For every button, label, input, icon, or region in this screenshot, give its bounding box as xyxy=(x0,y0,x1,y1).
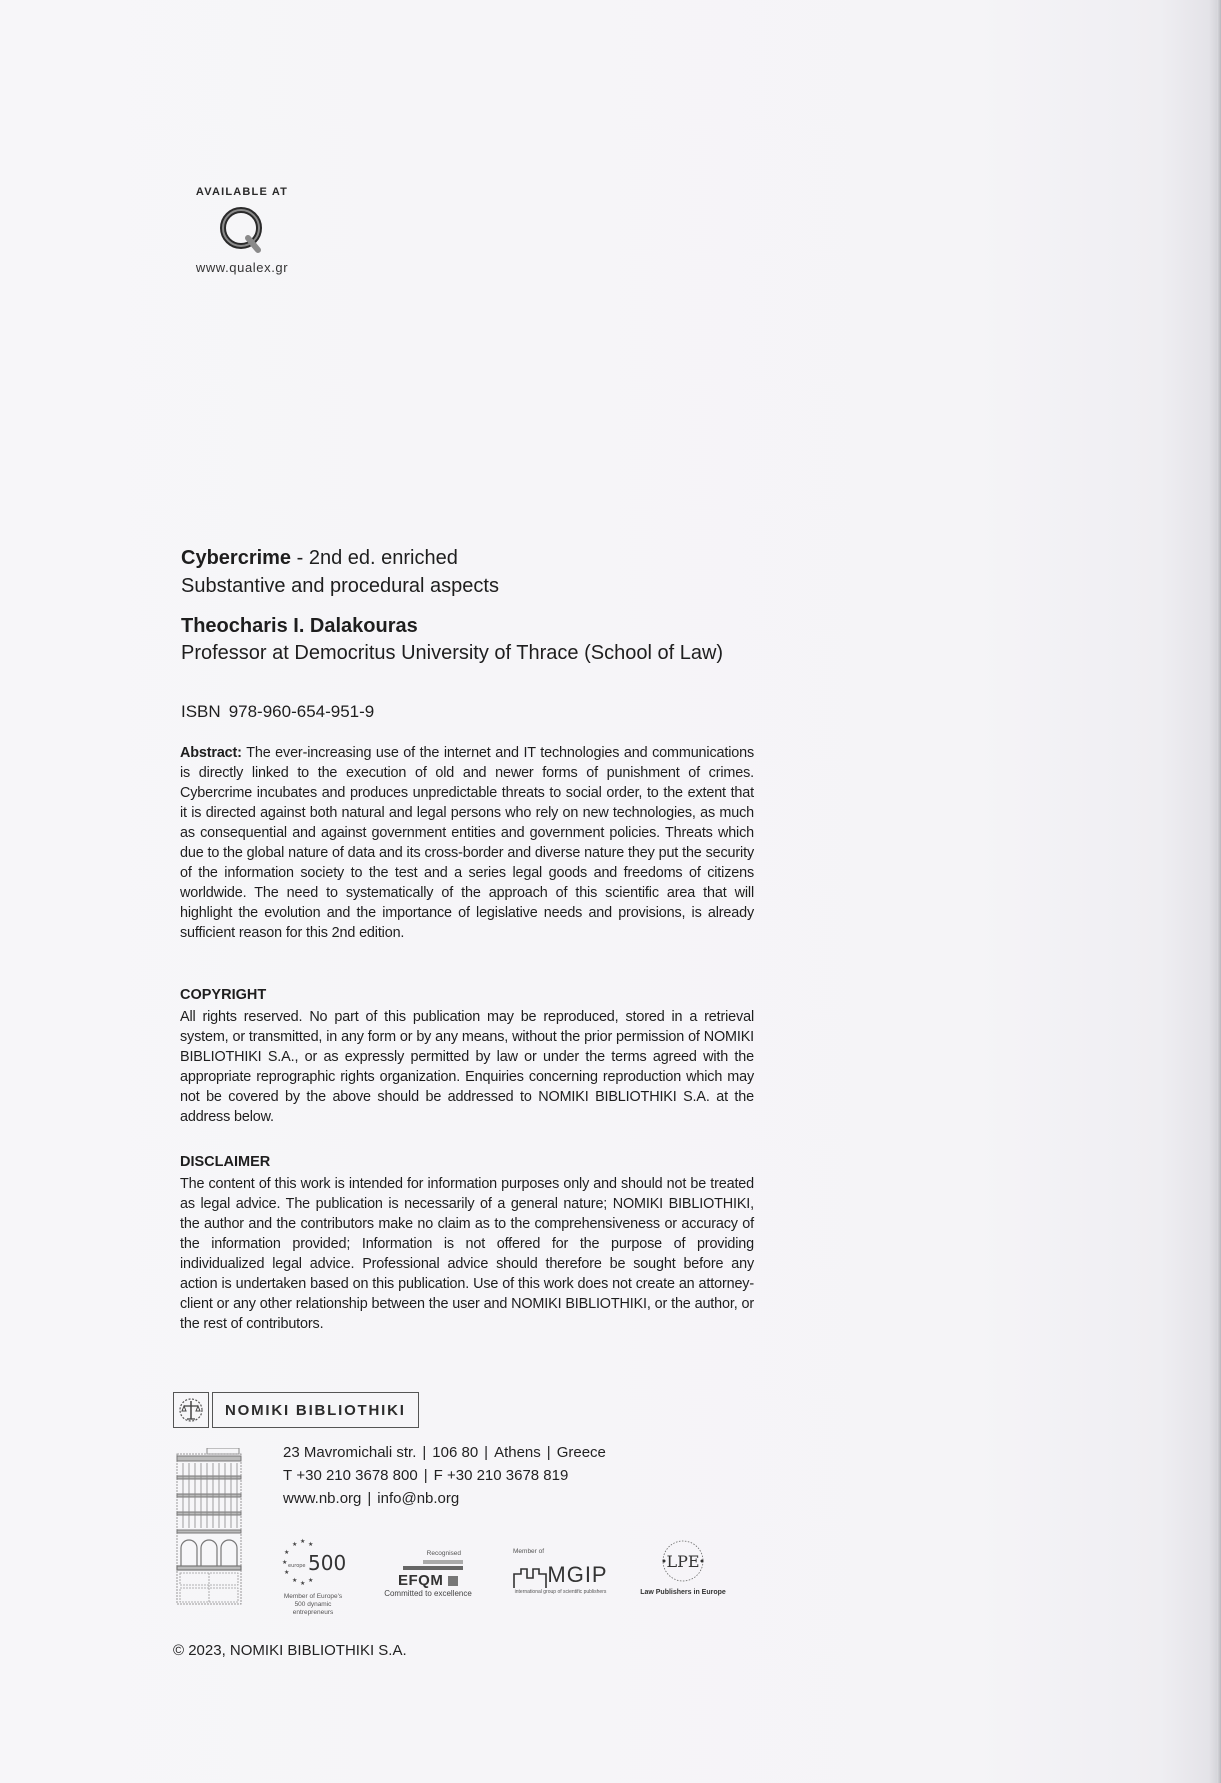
address-line xyxy=(283,1441,606,1464)
svg-text:★: ★ xyxy=(282,1559,288,1566)
svg-text:★: ★ xyxy=(292,1541,298,1548)
lpe-seal-icon xyxy=(660,1538,706,1584)
phone-label: T xyxy=(283,1467,293,1484)
copyright-heading: COPYRIGHT xyxy=(180,987,267,1003)
abstract-text: The ever-increasing use of the internet and IT technologies and communications is directly linked to the execution of old and newer forms of punishment of crimes. Cybercrime incubates and produces unpredictable threats to social order, to the extent that it is directed against both natural and legal persons who rely on new technologies, as much as consequential and against government entities and government policies. Threats which due to the global nature of data and its cross-border and diverse nature they put the security of the information society to the test and a series legal goods and freedoms of citizens worldwide. The need to systematically of the approach of this scientific area that will highlight the evolution and the importance of legislative needs and provisions, is already sufficient reason for this 2nd edition. xyxy=(180,745,754,941)
svg-text:★: ★ xyxy=(292,1577,298,1584)
availability-block xyxy=(182,186,302,275)
mgip-logo xyxy=(503,1548,618,1596)
lpe-caption: Law Publishers in Europe xyxy=(640,1589,726,1596)
certification-logos xyxy=(278,1538,758,1616)
author-name: Theocharis I. Dalakouras xyxy=(181,615,418,637)
lpe-logo xyxy=(628,1538,738,1596)
svg-text:★: ★ xyxy=(284,1569,290,1576)
phone-number: +30 210 3678 800 xyxy=(296,1467,418,1484)
isbn xyxy=(181,700,781,724)
svg-text:★: ★ xyxy=(308,1577,314,1584)
book-title xyxy=(181,544,781,572)
mgip-skyline-icon xyxy=(513,1566,547,1588)
book-subtitle: Substantive and procedural aspects xyxy=(181,575,499,597)
qualex-q-logo-icon xyxy=(216,204,268,256)
website-link[interactable]: www.nb.org xyxy=(283,1490,362,1507)
separator: | xyxy=(367,1490,372,1507)
europe-500-logo xyxy=(278,1538,348,1617)
availability-url[interactable]: www.qualex.gr xyxy=(195,260,289,275)
building-facade-icon xyxy=(175,1448,243,1606)
abstract-section xyxy=(180,743,754,943)
contact-line xyxy=(283,1464,606,1487)
svg-text:LPE: LPE xyxy=(666,1552,700,1571)
svg-text:★: ★ xyxy=(300,1538,306,1545)
title-block xyxy=(181,544,781,724)
mgip-word: MGIP xyxy=(547,1562,608,1587)
efqm-logo xyxy=(373,1550,483,1598)
svg-text:★: ★ xyxy=(300,1580,306,1587)
address-postcode: 106 80 xyxy=(432,1444,479,1461)
efqm-caption: Committed to excellence xyxy=(384,1589,472,1598)
efqm-bar xyxy=(423,1560,463,1564)
isbn-label: ISBN xyxy=(181,702,221,721)
mgip-top-caption: Member of xyxy=(513,1548,545,1555)
scales-of-justice-icon xyxy=(173,1392,209,1428)
disclaimer-text: The content of this work is intended for information purposes only and should not be treated as legal advice. The publication is necessarily of a general nature; NOMIKI BIBLIOTHIKI, the author and the contributors make no claim as to the comprehensiveness or accuracy of the information provided; Information is not offered for the purpose of providing individualized legal advice. Professional advice should therefore be sought before any action is undertaken based on this publication. Use of this work does not create an attorney-client or any other relationship between the user and NOMIKI BIBLIOTHIKI, or the author, or the rest of contributors. xyxy=(180,1176,754,1332)
publisher-address xyxy=(283,1441,606,1510)
efqm-top-caption: Recognised xyxy=(426,1550,461,1557)
separator: | xyxy=(423,1467,428,1484)
book-title-main: Cybercrime xyxy=(181,547,292,569)
mgip-caption: international group of scientific publishers xyxy=(514,1589,607,1595)
separator: | xyxy=(484,1444,489,1461)
abstract-label: Abstract: xyxy=(180,745,242,761)
fax-number: +30 210 3678 819 xyxy=(446,1467,569,1484)
europe-500-caption: Member of Europe's 500 dynamic entrepreneurs xyxy=(283,1593,343,1616)
footer-copyright: © 2023, NOMIKI BIBLIOTHIKI S.A. xyxy=(173,1642,407,1659)
svg-text:500: 500 xyxy=(308,1551,347,1575)
svg-text:★: ★ xyxy=(308,1541,314,1548)
availability-label: AVAILABLE AT xyxy=(195,186,289,198)
address-country: Greece xyxy=(556,1444,606,1461)
address-city: Athens xyxy=(494,1444,541,1461)
address-street: 23 Mavromichali str. xyxy=(283,1444,417,1461)
publisher-name: NOMIKI BIBLIOTHIKI xyxy=(212,1392,419,1428)
efqm-word: EFQM xyxy=(397,1572,444,1589)
copyright-section xyxy=(180,985,754,1127)
svg-text:europe: europe xyxy=(288,1563,306,1569)
disclaimer-heading: DISCLAIMER xyxy=(180,1154,271,1170)
author-affiliation: Professor at Democritus University of Thrace (School of Law) xyxy=(181,642,724,664)
publisher-logo xyxy=(173,1392,419,1428)
separator: | xyxy=(546,1444,551,1461)
separator: | xyxy=(422,1444,427,1461)
email-link[interactable]: info@nb.org xyxy=(377,1490,460,1507)
page-edge-shadow xyxy=(1217,0,1221,1783)
europe-500-star-ring-icon xyxy=(278,1538,348,1588)
copyright-text: All rights reserved. No part of this publication may be reproduced, stored in a retrieval system, or transmitted, in any form or by any means, without the prior permission of NOMIKI BIBLIOTHIKI S.A., or as expressly permitted by law or under the terms agreed with the appropriate reprographic rights organization. Enquiries concerning reproduction which may not be covered by the above should be addressed to NOMIKI BIBLIOTHIKI S.A. at the address below. xyxy=(180,1009,754,1125)
book-title-edition: - 2nd ed. enriched xyxy=(291,547,458,569)
mgip-wordmark xyxy=(503,1562,618,1588)
disclaimer-section xyxy=(180,1152,754,1334)
isbn-value: 978-960-654-951-9 xyxy=(228,702,375,721)
web-line xyxy=(283,1487,606,1510)
fax-label: F xyxy=(433,1467,443,1484)
svg-text:★: ★ xyxy=(284,1549,290,1556)
efqm-square-icon xyxy=(448,1576,458,1586)
efqm-wordmark xyxy=(373,1572,483,1589)
efqm-bar xyxy=(403,1566,463,1570)
